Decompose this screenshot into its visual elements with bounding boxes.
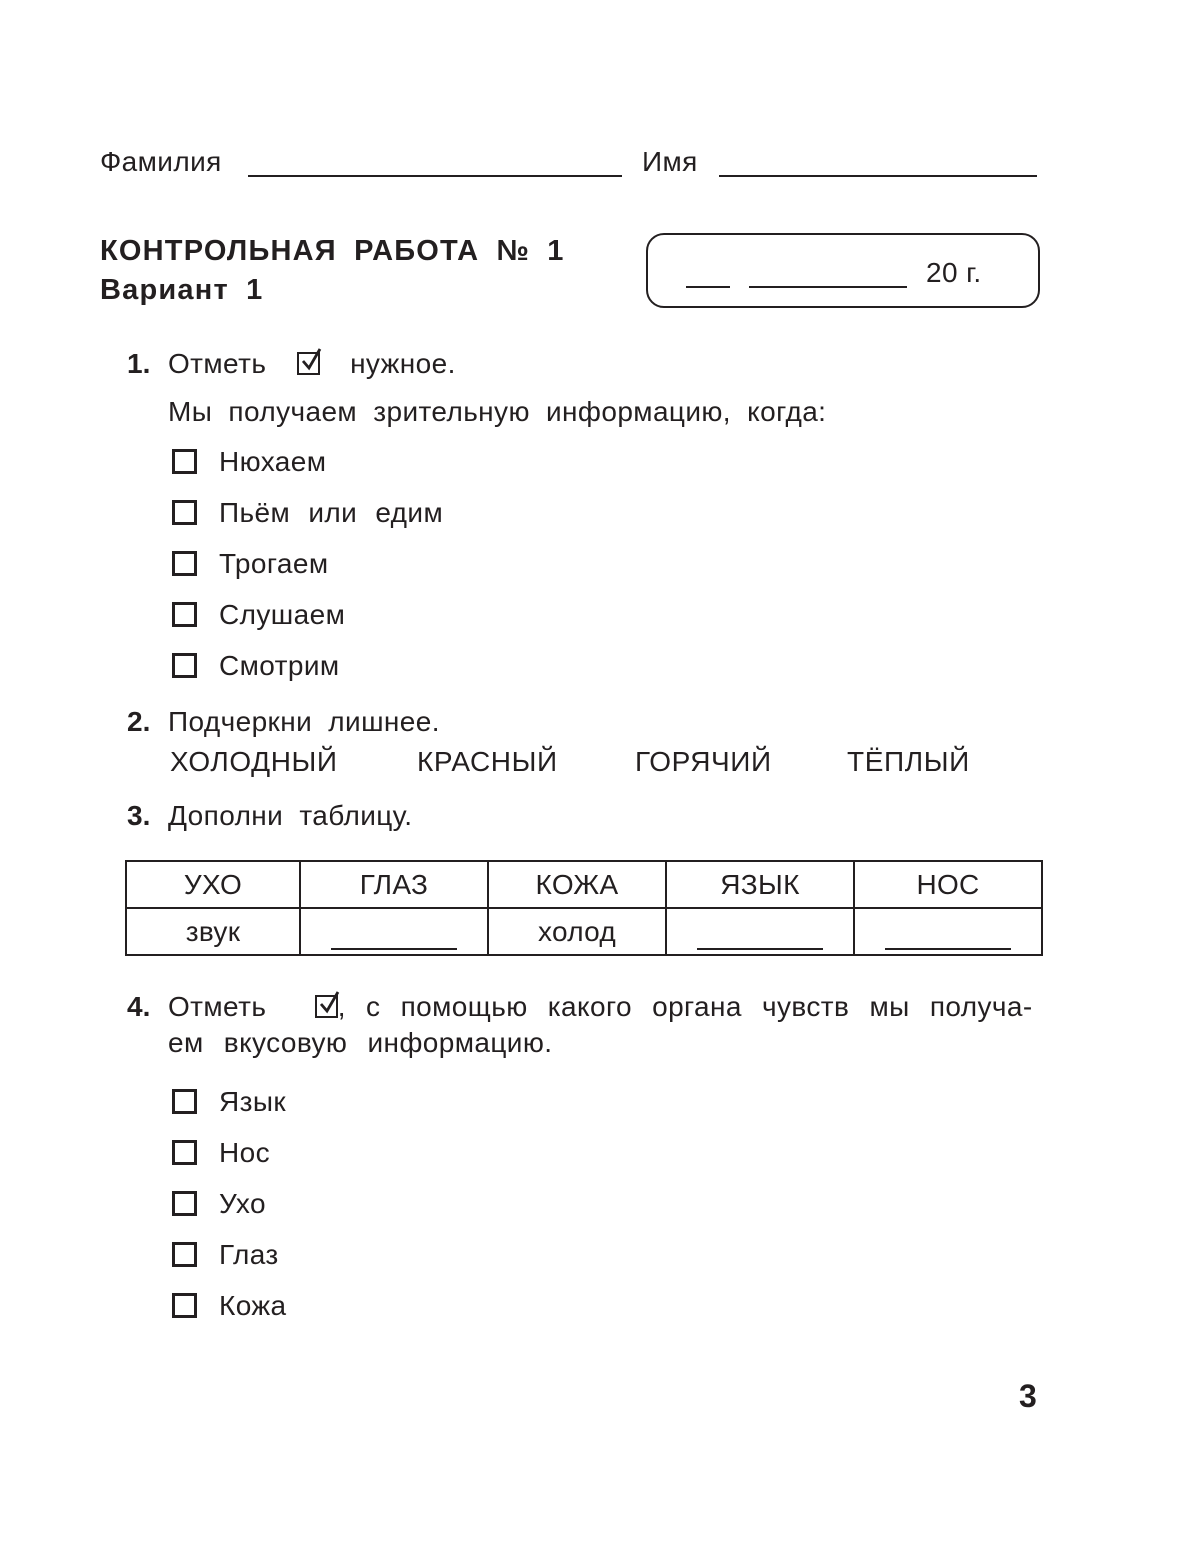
page-title: КОНТРОЛЬНАЯ РАБОТА № 1 <box>100 235 565 267</box>
q2-word[interactable]: КРАСНЫЙ <box>417 746 558 777</box>
q3-instruction: Дополни таблицу. <box>168 800 413 831</box>
q3-number: 3. <box>127 800 151 831</box>
table-cell-blank[interactable] <box>300 908 488 955</box>
blank-line[interactable] <box>697 948 823 950</box>
q4-instruction-line2: ем вкусовую информацию. <box>168 1027 553 1058</box>
senses-table <box>125 860 1043 956</box>
q4-option-checkbox-2[interactable] <box>172 1191 197 1216</box>
q2-instruction: Подчеркни лишнее. <box>168 706 440 737</box>
q1-instruction <box>168 348 456 380</box>
q4-option-checkbox-0[interactable] <box>172 1089 197 1114</box>
surname-label: Фамилия <box>100 146 222 177</box>
q4-number: 4. <box>127 991 151 1022</box>
q2-word[interactable]: ХОЛОДНЫЙ <box>170 746 338 777</box>
name-label: Имя <box>642 146 698 177</box>
page-number: 3 <box>1019 1378 1037 1414</box>
name-field[interactable] <box>719 175 1037 177</box>
q4-option-label-1: Нос <box>219 1137 270 1168</box>
date-year-text: 20 г. <box>926 257 982 288</box>
date-day-field[interactable] <box>686 286 730 288</box>
table-cell-blank[interactable] <box>854 908 1042 955</box>
q1-instruction-after: нужное. <box>350 348 456 379</box>
q1-option-label-2: Трогаем <box>219 548 329 579</box>
q2-number: 2. <box>127 706 151 737</box>
surname-field[interactable] <box>248 175 622 177</box>
date-month-field[interactable] <box>749 286 907 288</box>
table-header-cell: КОЖА <box>488 861 666 908</box>
q1-option-label-4: Смотрим <box>219 650 340 681</box>
q4-instruction-before: Отметь <box>168 991 267 1022</box>
table-cell-blank[interactable] <box>666 908 854 955</box>
blank-line[interactable] <box>331 948 457 950</box>
q1-option-checkbox-1[interactable] <box>172 500 197 525</box>
q1-option-checkbox-3[interactable] <box>172 602 197 627</box>
q1-option-label-3: Слушаем <box>219 599 346 630</box>
q1-option-checkbox-4[interactable] <box>172 653 197 678</box>
table-cell: звук <box>126 908 300 955</box>
table-cell: холод <box>488 908 666 955</box>
table-header-cell: УХО <box>126 861 300 908</box>
variant-title: Вариант 1 <box>100 274 264 306</box>
table-header-cell: ГЛАЗ <box>300 861 488 908</box>
q1-instruction-before: Отметь <box>168 348 267 379</box>
q1-option-checkbox-0[interactable] <box>172 449 197 474</box>
q1-option-checkbox-2[interactable] <box>172 551 197 576</box>
q4-instruction-line1 <box>168 991 1033 1023</box>
q4-option-checkbox-3[interactable] <box>172 1242 197 1267</box>
checkbox-checked-icon <box>315 995 338 1018</box>
q1-number: 1. <box>127 348 151 379</box>
q4-instruction-after: , с помощью какого органа чувств мы получа- <box>337 991 1033 1022</box>
q4-option-label-0: Язык <box>219 1086 287 1117</box>
q4-option-checkbox-1[interactable] <box>172 1140 197 1165</box>
q4-option-label-3: Глаз <box>219 1239 279 1270</box>
q1-option-label-1: Пьём или едим <box>219 497 444 528</box>
checkbox-checked-icon <box>297 352 320 375</box>
q4-option-label-4: Кожа <box>219 1290 287 1321</box>
table-header-cell: ЯЗЫК <box>666 861 854 908</box>
table-header-row <box>126 861 1042 908</box>
q4-option-checkbox-4[interactable] <box>172 1293 197 1318</box>
q2-word[interactable]: ТЁПЛЫЙ <box>847 746 970 777</box>
table-header-cell: НОС <box>854 861 1042 908</box>
table-row <box>126 908 1042 955</box>
q1-prompt: Мы получаем зрительную информацию, когда: <box>168 396 827 427</box>
blank-line[interactable] <box>885 948 1011 950</box>
q2-word[interactable]: ГОРЯЧИЙ <box>635 746 772 777</box>
q1-option-label-0: Нюхаем <box>219 446 327 477</box>
q4-option-label-2: Ухо <box>219 1188 266 1219</box>
